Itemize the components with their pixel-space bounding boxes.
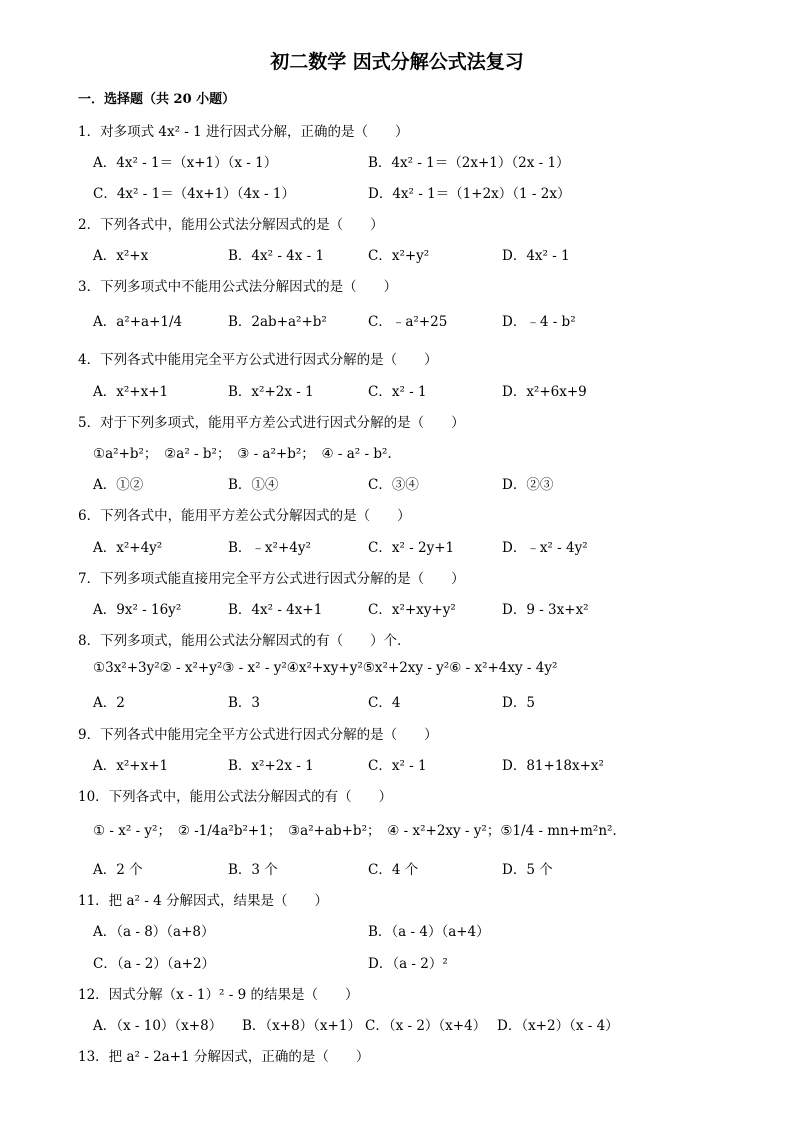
- question-3-option-c: C．﹣a²+25: [368, 314, 448, 330]
- question-3-stem: 3．下列多项式中不能用公式法分解因式的是（ ）: [78, 279, 398, 295]
- section-heading: 一．选择题（共 20 小题）: [78, 92, 236, 107]
- question-1-option-c: C．4x² - 1＝（4x+1）（4x - 1）: [93, 186, 295, 202]
- question-5-option-a: A．①②: [93, 477, 144, 493]
- question-2-option-b: B．4x² - 4x - 1: [228, 248, 325, 264]
- question-4-option-c: C．x² - 1: [368, 384, 427, 400]
- question-11-option-c: C．（a - 2）（a+2）: [93, 956, 216, 972]
- question-7-stem: 7．下列多项式能直接用完全平方公式进行因式分解的是（ ）: [78, 571, 465, 587]
- question-2-stem: 2．下列各式中，能用公式法分解因式的是（ ）: [78, 217, 384, 233]
- question-7-option-a: A．9x² - 16y²: [93, 602, 182, 618]
- question-3-option-d: D．﹣4 - b²: [502, 314, 576, 330]
- question-9-option-d: D．81+18x+x²: [502, 758, 604, 774]
- question-12-stem: 12．因式分解（x - 1）² - 9 的结果是（ ）: [78, 987, 359, 1003]
- question-7-option-d: D．9 - 3x+x²: [502, 602, 589, 618]
- question-10-items: ① - x² - y²； ② -1/4a²b²+1； ③a²+ab+b²； ④ - x²+2xy - y²；⑤1/4 - mn+m²n².: [93, 823, 617, 839]
- question-2-option-d: D．4x² - 1: [502, 248, 570, 264]
- question-6-option-c: C．x² - 2y+1: [368, 540, 455, 556]
- question-12-option-c: C．（x - 2）（x+4）: [365, 1018, 487, 1034]
- question-7-option-b: B．4x² - 4x+1: [228, 602, 323, 618]
- question-5-items: ①a²+b²； ②a² - b²； ③ - a²+b²； ④ - a² - b².: [93, 446, 392, 462]
- question-5-stem: 5．对于下列多项式，能用平方差公式进行因式分解的是（ ）: [78, 415, 465, 431]
- question-3-option-a: A．a²+a+1/4: [93, 314, 183, 330]
- question-5-option-c: C．③④: [368, 477, 419, 493]
- question-6-option-b: B．﹣x²+4y²: [228, 540, 311, 556]
- question-1-option-d: D．4x² - 1＝（1+2x）（1 - 2x）: [368, 186, 571, 202]
- question-5-option-d: D．②③: [502, 477, 554, 493]
- question-11-option-b: B．（a - 4）（a+4）: [368, 924, 490, 940]
- page-title: 初二数学 因式分解公式法复习: [270, 51, 524, 73]
- question-4-option-d: D．x²+6x+9: [502, 384, 587, 400]
- question-2-option-c: C．x²+y²: [368, 248, 430, 264]
- question-9-option-a: A．x²+x+1: [93, 758, 169, 774]
- question-11-option-d: D．（a - 2）²: [368, 956, 448, 972]
- question-11-option-a: A．（a - 8）（a+8）: [93, 924, 215, 940]
- question-10-option-a: A．2 个: [93, 862, 143, 878]
- question-12-option-a: A．（x - 10）（x+8）: [93, 1018, 223, 1034]
- question-9-option-c: C．x² - 1: [368, 758, 427, 774]
- question-10-option-d: D．5 个: [502, 862, 553, 878]
- question-6-option-a: A．x²+4y²: [93, 540, 163, 556]
- question-8-option-a: A．2: [93, 695, 125, 711]
- question-10-stem: 10．下列各式中，能用公式法分解因式的有（ ）: [78, 789, 393, 805]
- question-8-option-c: C．4: [368, 695, 401, 711]
- question-12-option-d: D．（x+2）（x - 4）: [497, 1018, 619, 1034]
- question-12-option-b: B．（x+8）（x+1）: [242, 1018, 361, 1034]
- question-6-option-d: D．﹣x² - 4y²: [502, 540, 588, 556]
- question-8-items: ①3x²+3y²② - x²+y²③ - x² - y²④x²+xy+y²⑤x²+2xy - y²⑥ - x²+4xy - 4y²: [93, 660, 558, 676]
- question-1-option-a: A．4x² - 1＝（x+1）（x - 1）: [93, 155, 278, 171]
- question-13-stem: 13．把 a² - 2a+1 分解因式，正确的是（ ）: [78, 1049, 370, 1065]
- question-9-option-b: B．x²+2x - 1: [228, 758, 314, 774]
- question-2-option-a: A．x²+x: [93, 248, 149, 264]
- question-9-stem: 9．下列各式中能用完全平方公式进行因式分解的是（ ）: [78, 727, 438, 743]
- question-5-option-b: B．①④: [228, 477, 279, 493]
- question-8-option-b: B．3: [228, 695, 261, 711]
- question-4-option-b: B．x²+2x - 1: [228, 384, 314, 400]
- question-10-option-c: C．4 个: [368, 862, 419, 878]
- question-10-option-b: B．3 个: [228, 862, 278, 878]
- question-8-stem: 8．下列多项式，能用公式法分解因式的有（ ）个．: [78, 633, 411, 649]
- question-1-option-b: B．4x² - 1＝（2x+1）（2x - 1）: [368, 155, 570, 171]
- question-3-option-b: B．2ab+a²+b²: [228, 314, 327, 330]
- question-1-stem: 1．对多项式 4x² - 1 进行因式分解，正确的是（ ）: [78, 124, 409, 140]
- question-4-option-a: A．x²+x+1: [93, 384, 169, 400]
- question-11-stem: 11．把 a² - 4 分解因式，结果是（ ）: [78, 893, 328, 909]
- question-7-option-c: C．x²+xy+y²: [368, 602, 456, 618]
- question-8-option-d: D．5: [502, 695, 535, 711]
- question-6-stem: 6．下列各式中，能用平方差公式分解因式的是（ ）: [78, 508, 411, 524]
- question-4-stem: 4．下列各式中能用完全平方公式进行因式分解的是（ ）: [78, 352, 438, 368]
